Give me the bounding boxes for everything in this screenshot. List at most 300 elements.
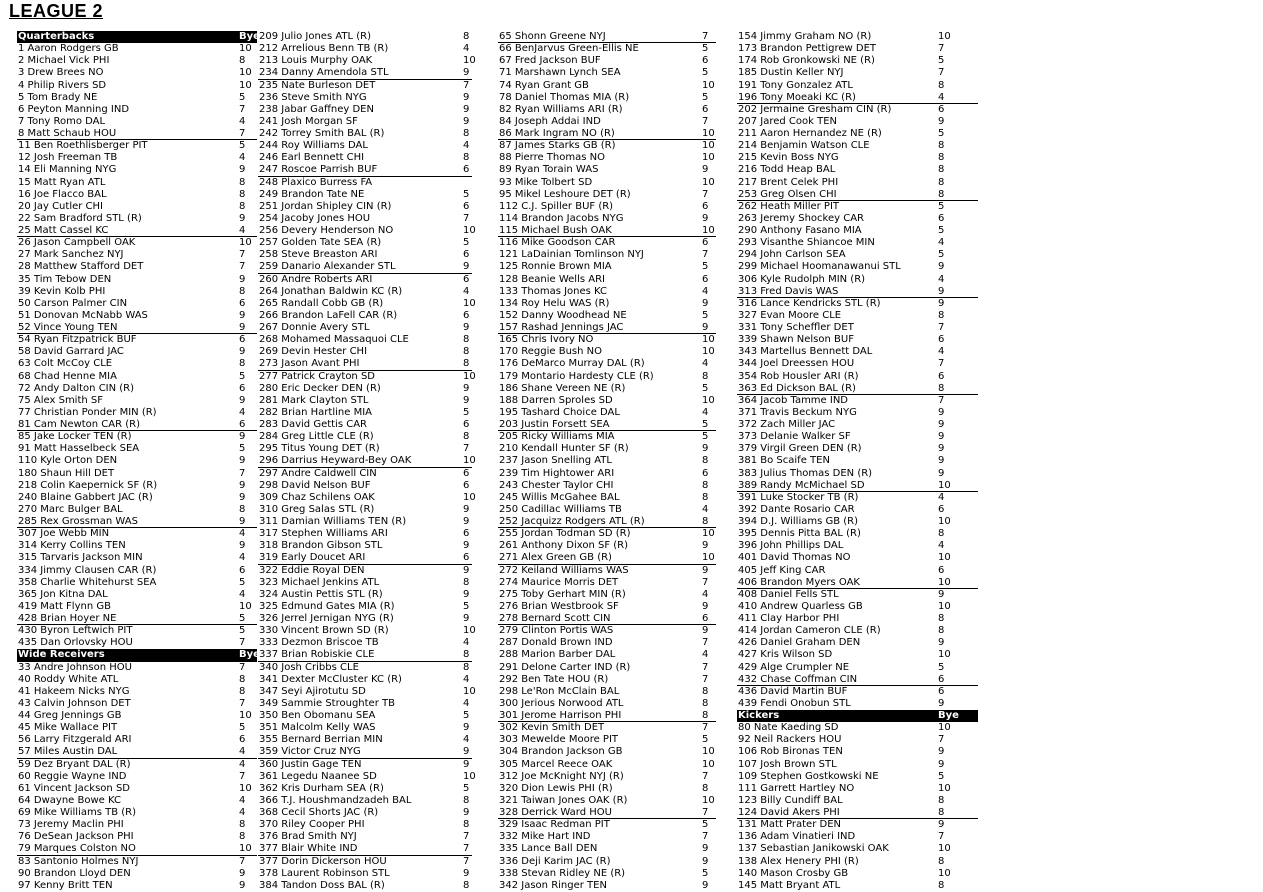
- column-2: [258, 31, 476, 892]
- player-name: 112 C.J. Spiller BUF (R): [499, 200, 614, 212]
- player-row: [498, 540, 716, 552]
- player-row: [737, 177, 978, 189]
- player-row: [737, 613, 978, 625]
- player-row: [498, 225, 716, 237]
- player-name: 294 John Carlson SEA: [738, 249, 846, 261]
- player-name: 317 Stephen Williams ARI: [259, 528, 388, 540]
- bye-week: 8: [938, 176, 945, 188]
- player-name: 12 Josh Freeman TB: [18, 152, 118, 164]
- player-name: 209 Julio Jones ATL (R): [259, 31, 372, 42]
- bye-week: 10: [702, 334, 715, 346]
- bye-week: 4: [239, 225, 246, 236]
- player-row: [17, 637, 257, 649]
- player-row: [17, 468, 257, 480]
- player-name: 80 Nate Kaeding SD: [738, 722, 839, 734]
- section-title: Quarterbacks: [18, 31, 95, 42]
- player-name: 114 Brandon Jacobs NYG: [499, 212, 624, 224]
- player-row: [258, 104, 472, 116]
- bye-week: 8: [239, 819, 246, 831]
- player-name: 26 Jason Campbell OAK: [18, 237, 136, 249]
- player-name: 264 Jonathan Baldwin KC (R): [259, 285, 403, 297]
- player-name: 191 Tony Gonzalez ATL: [738, 79, 853, 91]
- player-name: 361 Legedu Naanee SD: [259, 770, 377, 782]
- player-name: 218 Colin Kaepernick SF (R): [18, 479, 158, 491]
- player-row: [737, 358, 978, 370]
- player-name: 239 Tim Hightower ARI: [499, 467, 615, 479]
- player-name: 253 Greg Olsen CHI: [738, 188, 837, 200]
- player-name: 44 Greg Jennings GB: [18, 710, 122, 721]
- player-name: 40 Roddy White ATL: [18, 673, 119, 685]
- player-name: 152 Danny Woodhead NE: [499, 309, 627, 321]
- player-row: [737, 92, 978, 104]
- player-row: [498, 298, 716, 310]
- player-name: 428 Brian Hoyer NE: [18, 613, 117, 624]
- bye-week: 6: [702, 55, 709, 67]
- player-row: [737, 504, 978, 516]
- bye-week: 4: [239, 588, 246, 600]
- player-name: 56 Larry Fitzgerald ARI: [18, 734, 132, 746]
- player-name: 93 Mike Tolbert SD: [499, 176, 593, 188]
- bye-week: 4: [239, 152, 246, 164]
- bye-week: 4: [702, 406, 709, 418]
- bye-week: 8: [938, 528, 945, 540]
- player-row: [737, 746, 978, 758]
- player-row: [498, 662, 716, 674]
- bye-week: 8: [938, 164, 945, 176]
- player-name: 271 Alex Green GB (R): [499, 552, 612, 564]
- player-row: [258, 480, 472, 492]
- player-row: [737, 868, 978, 880]
- player-row: [258, 140, 472, 152]
- player-row: [498, 177, 716, 189]
- player-name: 68 Chad Henne MIA: [18, 370, 117, 382]
- player-name: 95 Mikel Leshoure DET (R): [499, 188, 631, 200]
- bye-week: 5: [463, 188, 470, 200]
- player-row: [258, 67, 472, 79]
- player-name: 136 Adam Vinatieri IND: [738, 831, 856, 843]
- bye-week: 5: [702, 91, 709, 103]
- player-row: [17, 334, 257, 346]
- player-name: 7 Tony Romo DAL: [18, 115, 106, 127]
- player-row: [258, 395, 472, 407]
- player-row: [258, 177, 472, 189]
- player-name: 401 David Thomas NO: [738, 552, 851, 564]
- player-row: [737, 649, 978, 661]
- player-name: 81 Cam Newton CAR (R): [18, 419, 141, 430]
- bye-week: 8: [938, 309, 945, 321]
- player-name: 338 Stevan Ridley NE (R): [499, 867, 626, 879]
- player-name: 432 Chase Coffman CIN: [738, 673, 858, 685]
- player-row: [737, 249, 978, 261]
- player-row: [498, 492, 716, 504]
- player-row: [258, 189, 472, 201]
- player-row: [498, 261, 716, 273]
- player-name: 351 Malcolm Kelly WAS: [259, 722, 376, 734]
- player-row: [258, 856, 472, 868]
- player-row: [17, 164, 257, 176]
- bye-week: 6: [239, 564, 246, 576]
- bye-week: 6: [239, 734, 246, 746]
- player-row: [17, 625, 257, 637]
- player-row: [17, 674, 257, 686]
- player-name: 77 Christian Ponder MIN (R): [18, 406, 157, 418]
- bye-header: Bye: [239, 31, 260, 42]
- bye-week: 4: [463, 697, 470, 709]
- bye-week: 9: [938, 467, 945, 479]
- player-row: [17, 601, 257, 613]
- bye-week: 8: [239, 685, 246, 697]
- bye-week: 8: [938, 79, 945, 91]
- player-name: 310 Greg Salas STL (R): [259, 503, 375, 515]
- player-row: [258, 552, 472, 564]
- player-name: 304 Brandon Jackson GB: [499, 746, 623, 758]
- bye-week: 4: [463, 285, 470, 297]
- player-row: [498, 868, 716, 880]
- player-row: [498, 565, 716, 577]
- player-name: 283 David Gettis CAR: [259, 419, 367, 430]
- bye-week: 7: [702, 576, 709, 588]
- player-name: 213 Louis Murphy OAK: [259, 55, 373, 67]
- player-row: [258, 674, 472, 686]
- player-row: [258, 819, 472, 831]
- player-name: 377 Blair White IND: [259, 843, 358, 855]
- bye-week: 6: [702, 613, 709, 624]
- section-header: [17, 31, 260, 43]
- player-row: [498, 722, 716, 734]
- bye-week: 5: [702, 867, 709, 879]
- player-name: 186 Shane Vereen NE (R): [499, 382, 626, 394]
- player-name: 210 Kendall Hunter SF (R): [499, 443, 629, 455]
- bye-week: 8: [463, 576, 470, 588]
- player-name: 270 Marc Bulger BAL: [18, 503, 123, 515]
- player-name: 87 James Starks GB (R): [499, 140, 616, 152]
- player-name: 279 Clinton Portis WAS: [499, 625, 614, 637]
- player-row: [258, 807, 472, 819]
- player-row: [17, 722, 257, 734]
- bye-week: 7: [702, 661, 709, 673]
- player-row: [737, 274, 978, 286]
- bye-week: 7: [938, 43, 945, 55]
- player-name: 324 Austin Pettis STL (R): [259, 588, 383, 600]
- player-row: [498, 249, 716, 261]
- column-1: [17, 31, 260, 892]
- bye-week: 5: [938, 225, 945, 236]
- player-name: 395 Dennis Pitta BAL (R): [738, 528, 861, 540]
- player-row: [17, 589, 257, 601]
- player-row: [498, 589, 716, 601]
- player-name: 247 Roscoe Parrish BUF: [259, 164, 378, 176]
- bye-week: 5: [702, 43, 709, 55]
- player-row: [258, 685, 476, 698]
- player-name: 91 Matt Hasselbeck SEA: [18, 443, 140, 455]
- bye-week: 10: [239, 843, 252, 855]
- player-name: 331 Tony Scheffler DET: [738, 322, 854, 333]
- player-row: [498, 637, 716, 649]
- player-name: 257 Golden Tate SEA (R): [259, 237, 382, 249]
- player-name: 410 Andrew Quarless GB: [738, 600, 863, 612]
- player-row: [498, 237, 716, 249]
- player-name: 277 Patrick Crayton SD: [259, 370, 375, 382]
- player-row: [17, 771, 257, 783]
- bye-week: 4: [239, 746, 246, 758]
- player-row: [737, 140, 978, 152]
- bye-week: 9: [463, 807, 470, 818]
- player-name: 439 Fendi Onobun STL: [738, 697, 851, 709]
- player-row: [17, 201, 257, 213]
- bye-week: 10: [239, 782, 252, 794]
- player-name: 318 Brandon Gibson STL: [259, 540, 383, 552]
- player-row: [17, 455, 257, 467]
- player-name: 244 Roy Williams DAL: [259, 140, 368, 152]
- bye-week: 4: [239, 758, 246, 770]
- player-row: [498, 698, 716, 710]
- player-row: [498, 431, 716, 443]
- player-name: 358 Charlie Whitehurst SEA: [18, 576, 157, 588]
- player-row: [498, 843, 716, 855]
- player-row: [17, 371, 257, 383]
- player-name: 319 Early Doucet ARI: [259, 552, 366, 564]
- bye-week: 6: [938, 103, 945, 115]
- bye-week: 7: [702, 673, 709, 685]
- player-name: 5 Tom Brady NE: [18, 91, 98, 103]
- bye-week: 5: [938, 249, 945, 261]
- player-name: 360 Justin Gage TEN: [259, 758, 362, 770]
- player-name: 272 Keiland Williams WAS: [499, 564, 629, 576]
- player-name: 180 Shaun Hill DET: [18, 467, 115, 479]
- player-name: 22 Sam Bradford STL (R): [18, 212, 142, 224]
- player-row: [498, 140, 716, 152]
- bye-week: 10: [463, 770, 476, 782]
- player-name: 8 Matt Schaub HOU: [18, 128, 117, 139]
- player-row: [258, 662, 472, 674]
- bye-week: 9: [239, 322, 246, 333]
- player-row: [17, 759, 257, 771]
- player-name: 140 Mason Crosby GB: [738, 867, 849, 879]
- player-row: [17, 552, 257, 564]
- player-name: 88 Pierre Thomas NO: [499, 152, 605, 164]
- player-name: 287 Donald Brown IND: [499, 637, 613, 649]
- bye-week: 5: [239, 140, 246, 152]
- player-row: [258, 795, 472, 807]
- player-row: [258, 274, 472, 286]
- bye-week: 8: [239, 358, 246, 370]
- player-row: [17, 55, 257, 67]
- player-name: 406 Brandon Myers OAK: [738, 576, 860, 588]
- player-row: [498, 831, 716, 843]
- player-row: [258, 468, 472, 480]
- player-name: 307 Joe Webb MIN: [18, 528, 110, 540]
- bye-week: 5: [463, 600, 470, 612]
- player-row: [17, 249, 257, 261]
- player-name: 211 Aaron Hernandez NE (R): [738, 128, 882, 139]
- player-name: 303 Mewelde Moore PIT: [499, 734, 619, 746]
- player-name: 246 Earl Bennett CHI: [259, 152, 365, 164]
- player-row: [498, 649, 716, 661]
- bye-week: 4: [702, 588, 709, 600]
- player-name: 82 Ryan Williams ARI (R): [499, 103, 623, 115]
- player-row: [258, 92, 472, 104]
- player-row: [498, 516, 716, 528]
- bye-week: 4: [702, 503, 709, 515]
- bye-week: 7: [702, 722, 709, 734]
- player-name: 72 Andy Dalton CIN (R): [18, 382, 135, 394]
- bye-week: 7: [239, 637, 246, 649]
- player-name: 16 Joe Flacco BAL: [18, 188, 107, 200]
- player-name: 235 Nate Burleson DET: [259, 79, 376, 91]
- player-name: 268 Mohamed Massaquoi CLE: [259, 334, 409, 346]
- bye-week: 6: [702, 103, 709, 115]
- player-name: 242 Torrey Smith BAL (R): [259, 128, 385, 139]
- player-name: 372 Zach Miller JAC: [738, 419, 836, 430]
- player-name: 234 Danny Amendola STL: [259, 67, 389, 79]
- bye-week: 8: [938, 807, 945, 818]
- player-name: 154 Jimmy Graham NO (R): [738, 31, 872, 42]
- player-row: [258, 431, 472, 443]
- player-name: 377 Dorin Dickerson HOU: [259, 855, 387, 867]
- player-name: 20 Jay Cutler CHI: [18, 200, 103, 212]
- bye-week: 10: [463, 225, 476, 236]
- player-row: [498, 771, 716, 783]
- bye-week: 7: [702, 249, 709, 261]
- player-row: [737, 783, 978, 795]
- player-name: 299 Michael Hoomanawanui STL: [738, 261, 901, 273]
- player-row: [258, 116, 472, 128]
- bye-week: 6: [463, 528, 470, 540]
- player-name: 179 Montario Hardesty CLE (R): [499, 370, 654, 382]
- player-row: [17, 237, 257, 249]
- player-row: [498, 322, 716, 334]
- player-name: 35 Tim Tebow DEN: [18, 273, 112, 285]
- player-name: 116 Mike Goodson CAR: [499, 237, 616, 249]
- player-name: 66 BenJarvus Green-Ellis NE: [499, 43, 639, 55]
- bye-week: 8: [463, 661, 470, 673]
- section-title: Kickers: [738, 710, 780, 721]
- player-name: 89 Ryan Torain WAS: [499, 164, 599, 176]
- player-name: 185 Dustin Keller NYJ: [738, 67, 844, 79]
- bye-week: 8: [938, 625, 945, 637]
- player-row: [258, 783, 472, 795]
- player-row: [737, 322, 978, 334]
- player-name: 293 Visanthe Shiancoe MIN: [738, 237, 875, 249]
- player-row: [17, 783, 257, 795]
- player-row: [258, 698, 472, 710]
- player-row: [498, 419, 716, 431]
- player-row: [498, 734, 716, 746]
- bye-week: 6: [938, 212, 945, 224]
- player-name: 430 Byron Leftwich PIT: [18, 625, 133, 637]
- player-row: [498, 201, 716, 213]
- bye-week: 4: [938, 346, 945, 358]
- player-name: 366 T.J. Houshmandzadeh BAL: [259, 794, 412, 806]
- player-row: [17, 819, 257, 831]
- bye-week: 7: [463, 212, 470, 224]
- player-name: 334 Jimmy Clausen CAR (R): [18, 564, 157, 576]
- player-row: [737, 310, 978, 322]
- bye-week: 9: [463, 588, 470, 600]
- player-row: [17, 843, 257, 855]
- player-row: [498, 31, 716, 43]
- bye-week: 10: [702, 152, 715, 164]
- bye-week: 8: [702, 455, 709, 467]
- player-row: [737, 722, 978, 734]
- player-row: [258, 759, 472, 771]
- bye-week: 8: [702, 491, 709, 503]
- player-row: [258, 843, 472, 855]
- player-row: [258, 358, 472, 370]
- bye-week: 6: [938, 334, 945, 346]
- player-name: 391 Luke Stocker TB (R): [738, 491, 859, 503]
- player-row: [17, 868, 257, 880]
- player-name: 254 Jacoby Jones HOU: [259, 212, 371, 224]
- player-name: 342 Jason Ringer TEN: [499, 879, 607, 891]
- player-row: [17, 80, 257, 92]
- player-name: 411 Clay Harbor PHI: [738, 613, 840, 624]
- player-row: [17, 807, 257, 819]
- player-name: 250 Cadillac Williams TB: [499, 503, 622, 515]
- player-row: [17, 540, 257, 552]
- player-row: [737, 565, 978, 577]
- bye-week: 5: [702, 261, 709, 273]
- player-name: 315 Tarvaris Jackson MIN: [18, 552, 143, 564]
- bye-week: 9: [463, 564, 470, 576]
- bye-week: 9: [938, 297, 945, 309]
- bye-week: 9: [938, 431, 945, 443]
- bye-week: 9: [938, 285, 945, 297]
- bye-week: 9: [463, 758, 470, 770]
- player-name: 145 Matt Bryant ATL: [738, 879, 841, 891]
- section-title: Wide Receivers: [18, 649, 105, 661]
- player-row: [258, 455, 476, 467]
- bye-week: 6: [463, 200, 470, 212]
- bye-week: 9: [702, 540, 709, 552]
- bye-week: 9: [463, 103, 470, 115]
- player-row: [498, 468, 716, 480]
- bye-week: 9: [938, 443, 945, 455]
- player-name: 14 Eli Manning NYG: [18, 164, 117, 176]
- player-row: [17, 516, 257, 528]
- player-row: [17, 480, 257, 492]
- player-name: 86 Mark Ingram NO (R): [499, 128, 615, 139]
- bye-week: 9: [239, 479, 246, 491]
- bye-week: 6: [463, 164, 470, 176]
- bye-week: 9: [938, 637, 945, 649]
- player-row: [737, 771, 978, 783]
- player-row: [498, 310, 716, 322]
- bye-week: 7: [702, 31, 709, 42]
- bye-week: 9: [463, 540, 470, 552]
- player-row: [737, 261, 978, 273]
- player-row: [498, 152, 716, 164]
- player-name: 373 Delanie Walker SF: [738, 431, 851, 443]
- player-name: 305 Marcel Reece OAK: [499, 758, 613, 770]
- player-row: [498, 552, 716, 564]
- player-name: 269 Devin Hester CHI: [259, 346, 368, 358]
- player-row: [737, 540, 978, 552]
- player-row: [17, 358, 257, 370]
- player-name: 212 Arrelious Benn TB (R): [259, 43, 389, 55]
- bye-week: 9: [463, 67, 470, 79]
- bye-week: 4: [239, 794, 246, 806]
- player-row: [258, 565, 472, 577]
- player-name: 237 Jason Snelling ATL: [499, 455, 612, 467]
- player-name: 383 Julius Thomas DEN (R): [738, 467, 873, 479]
- bye-week: 5: [702, 419, 709, 430]
- player-name: 57 Miles Austin DAL: [18, 746, 118, 758]
- player-name: 251 Jordan Shipley CIN (R): [259, 200, 392, 212]
- player-name: 327 Evan Moore CLE: [738, 309, 842, 321]
- player-name: 408 Daniel Fells STL: [738, 588, 839, 600]
- player-row: [258, 237, 472, 249]
